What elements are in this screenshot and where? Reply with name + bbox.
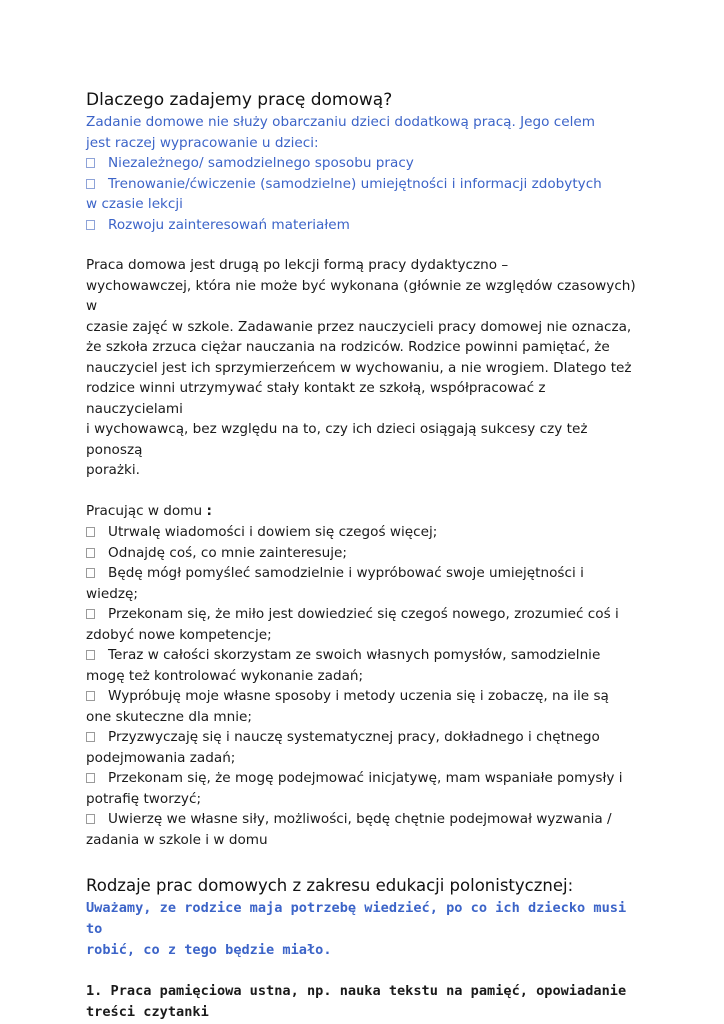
section-title-types: Rodzaje prac domowych z zakresu edukacji polonistycznej: xyxy=(86,876,574,895)
checkbox-icon xyxy=(86,568,95,578)
list-item-continued: zdobyć nowe kompetencje; xyxy=(86,626,272,643)
working-list xyxy=(86,522,646,850)
homework-type-1-line-1: 1. Praca pamięciowa ustna, np. nauka tekstu na pamięć, opowiadanie xyxy=(86,983,627,999)
intro-line-2: jest raczej wypracowanie u dzieci: xyxy=(86,134,319,151)
intro-line-1: Zadanie domowe nie służy obarczaniu dzieci dodatkową pracą. Jego celem xyxy=(86,114,595,130)
goal-bullet-2: Trenowanie/ćwiczenie (samodzielne) umiejętności i informacji zdobytych xyxy=(86,174,646,195)
parents-note-line-1: Uważamy, ze rodzice maja potrzebę wiedzieć, po co ich dziecko musi to xyxy=(86,900,627,937)
paragraph-line: rodzice winni utrzymywać stały kontakt ze szkołą, współpracować z nauczycielami xyxy=(86,380,546,417)
checkbox-icon xyxy=(86,158,95,168)
list-item-continued: potrafię tworzyć; xyxy=(86,790,202,807)
checkbox-icon xyxy=(86,814,95,824)
list-item: Uwierzę we własne siły, możliwości, będę chętnie podejmował wyzwania / xyxy=(86,809,646,830)
homework-type-1-line-2: treści czytanki xyxy=(86,1004,209,1020)
checkbox-icon xyxy=(86,609,95,619)
checkbox-icon xyxy=(86,732,95,742)
list-item: Przyzwyczaję się i nauczę systematycznej pracy, dokładnego i chętnego xyxy=(86,727,646,748)
list-item-continued: wiedzę; xyxy=(86,585,138,602)
list-item-continued: zadania w szkole i w domu xyxy=(86,831,268,848)
paragraph-line: wychowawczej, która nie może być wykonana (głównie ze względów czasowych) w xyxy=(86,277,636,314)
checkbox-icon xyxy=(86,773,95,783)
list-item: Będę mógł pomyśleć samodzielnie i wypróbować swoje umiejętności i xyxy=(86,563,646,584)
checkbox-icon xyxy=(86,179,95,189)
checkbox-icon xyxy=(86,527,95,537)
checkbox-icon xyxy=(86,691,95,701)
paragraph-line: Praca domowa jest drugą po lekcji formą pracy dydaktyczno – xyxy=(86,257,509,273)
paragraph-line: nauczyciel jest ich sprzymierzeńcem w wychowaniu, a nie wrogiem. Dlatego też xyxy=(86,359,632,376)
homework-paragraph xyxy=(86,255,646,481)
parents-note-line-2: robić, co z tego będzie miało. xyxy=(86,942,332,958)
list-item: Odnajdę coś, co mnie zainteresuje; xyxy=(86,543,646,564)
checkbox-icon xyxy=(86,220,95,230)
list-item-continued: podejmowania zadań; xyxy=(86,749,236,766)
checkbox-icon xyxy=(86,548,95,558)
list-item-continued: mogę też kontrolować wykonanie zadań; xyxy=(86,667,364,684)
list-item: Utrwalę wiadomości i dowiem się czegoś więcej; xyxy=(86,522,646,543)
list-item: Przekonam się, że miło jest dowiedzieć się czegoś nowego, zrozumieć coś i xyxy=(86,604,646,625)
section-title-homework: Dlaczego zadajemy pracę domową? xyxy=(86,90,393,110)
goal-bullet-2-continued: w czasie lekcji xyxy=(86,196,183,212)
paragraph-line: porażki. xyxy=(86,462,140,478)
working-at-home-heading: Pracując w domu : xyxy=(86,502,212,519)
goal-bullet-3: Rozwoju zainteresowań materiałem xyxy=(86,215,646,236)
document-page xyxy=(86,86,646,1023)
paragraph-line: że szkoła zrzuca ciężar nauczania na rodziców. Rodzice powinni pamiętać, że xyxy=(86,339,610,355)
paragraph-line: i wychowawcą, bez względu na to, czy ich dzieci osiągają sukcesy czy też ponoszą xyxy=(86,421,588,458)
list-item: Teraz w całości skorzystam ze swoich własnych pomysłów, samodzielnie xyxy=(86,645,646,666)
list-item-continued: one skuteczne dla mnie; xyxy=(86,708,253,725)
list-item: Wypróbuję moje własne sposoby i metody uczenia się i zobaczę, na ile są xyxy=(86,686,646,707)
paragraph-line: czasie zajęć w szkole. Zadawanie przez nauczycieli pracy domowej nie oznacza, xyxy=(86,318,632,335)
goal-bullet-1: Niezależnego/ samodzielnego sposobu pracy xyxy=(86,153,646,174)
list-item: Przekonam się, że mogę podejmować inicjatywę, mam wspaniałe pomysły i xyxy=(86,768,646,789)
checkbox-icon xyxy=(86,650,95,660)
